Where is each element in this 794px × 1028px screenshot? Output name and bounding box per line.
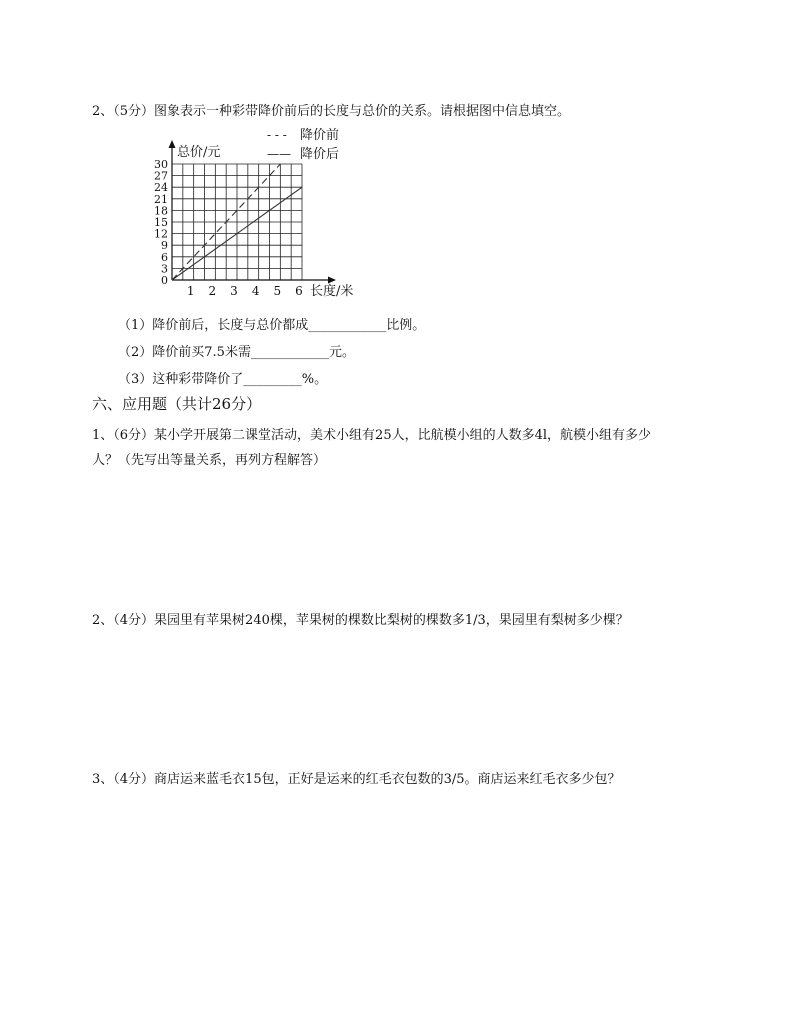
x-tick-label: 2 — [208, 284, 217, 298]
question-2-intro: 2、（5分）图象表示一种彩带降价前后的长度与总价的关系。请根据图中信息填空。 — [92, 104, 571, 119]
problem-1-line-1: 1、（6分）某小学开展第二课堂活动，美术小组有25人，比航模小组的人数多4l，航模小组有多少 — [92, 428, 652, 443]
x-tick-label: 3 — [230, 284, 238, 298]
price-length-chart — [140, 125, 380, 305]
problem-3: 3、（4分）商店运来蓝毛衣15包，正好是运来的红毛衣包数的3/5。商店运来红毛衣多少包？ — [92, 772, 621, 787]
x-tick-label: 1 — [186, 284, 195, 298]
legend-dashed-symbol: - - - — [267, 128, 287, 142]
y-tick-label: 18 — [154, 204, 168, 218]
sub-question-2: （2）降价前买7.5米需____________元。 — [118, 345, 355, 360]
problem-2: 2、（4分）果园里有苹果树240棵，苹果树的棵数比梨树的棵数多1/3，果园里有梨树多少棵？ — [92, 613, 629, 628]
x-axis-label: 长度/米 — [310, 284, 354, 299]
x-axis-arrow — [328, 277, 336, 284]
y-tick-label: 30 — [154, 158, 168, 171]
legend-label-before: 降价前 — [300, 128, 340, 143]
problem-1-line-2: 人？（先写出等量关系，再列方程解答） — [92, 453, 327, 468]
x-tick-label: 6 — [295, 284, 303, 298]
x-tick-label: 5 — [273, 284, 282, 298]
y-tick-label: 12 — [154, 227, 168, 241]
y-tick-label: 27 — [154, 169, 168, 183]
y-axis-label: 总价/元 — [177, 145, 221, 160]
y-tick-label: 3 — [161, 262, 168, 276]
y-tick-label: 0 — [161, 274, 168, 287]
sub-question-3: （3）这种彩带降价了_________%。 — [118, 372, 328, 387]
y-tick-label: 24 — [154, 181, 168, 195]
y-tick-label: 6 — [161, 250, 168, 264]
legend-label-after: 降价后 — [300, 147, 340, 162]
chart-legend — [267, 128, 339, 162]
y-tick-label: 15 — [154, 216, 168, 229]
x-tick-label: 4 — [251, 284, 260, 298]
legend-solid-symbol: —— — [267, 147, 291, 161]
section-title: 六、应用题（共计26分） — [92, 395, 262, 413]
y-tick-label: 21 — [154, 192, 168, 206]
y-tick-label: 9 — [161, 239, 168, 253]
y-axis-arrow — [169, 140, 176, 148]
chart-grid — [172, 164, 302, 280]
sub-question-1: （1）降价前后，长度与总价都成____________比例。 — [118, 318, 426, 333]
